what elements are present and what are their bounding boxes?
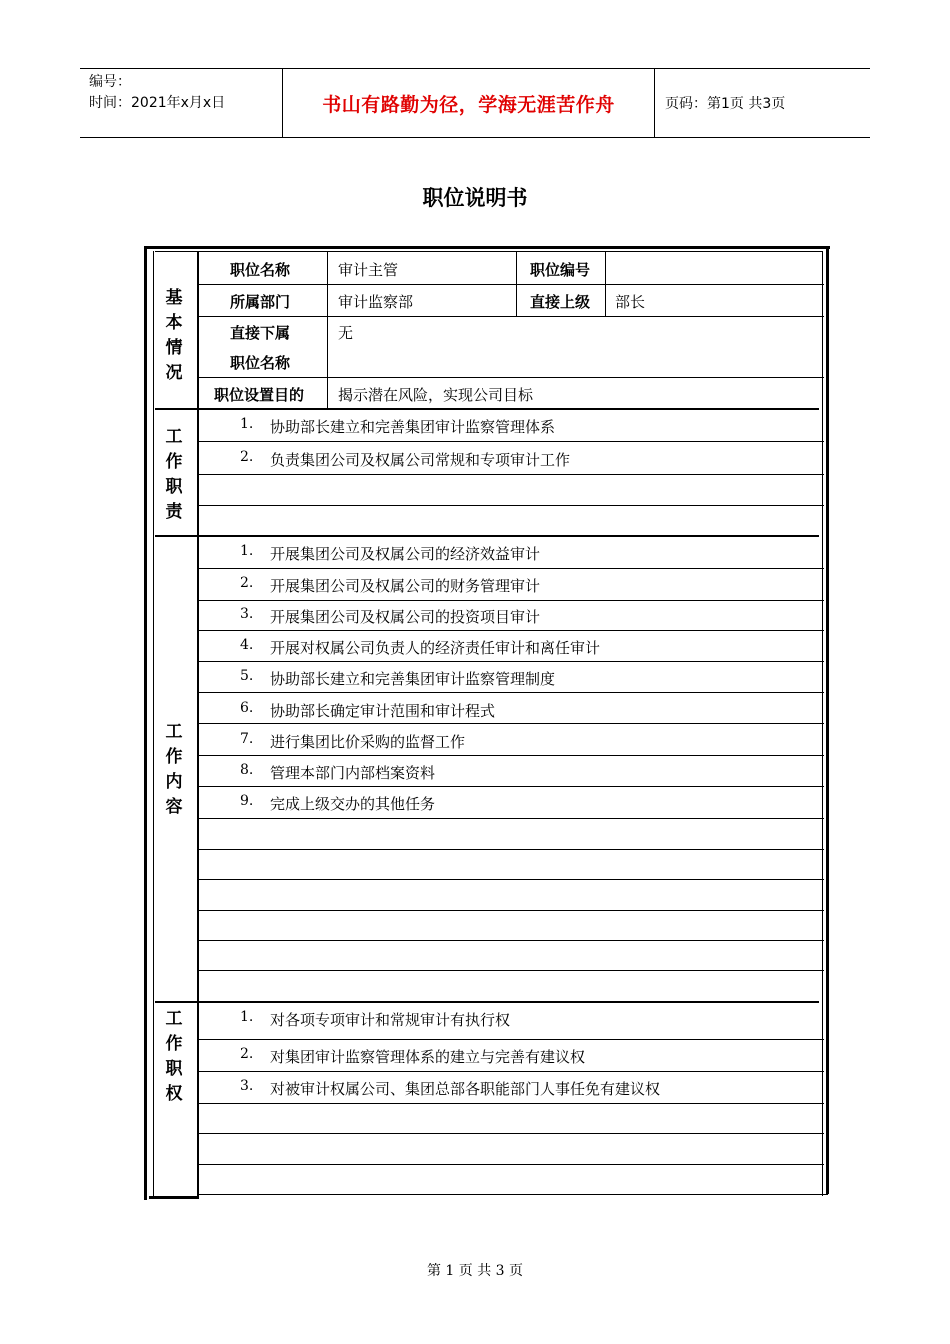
content-item: 4. 开展对权属公司负责人的经济责任审计和离任审计	[240, 637, 601, 657]
content-item: 9. 完成上级交办的其他任务	[240, 793, 436, 813]
page-header	[80, 68, 870, 138]
page-footer: 第 1 页 共 3 页	[426, 1263, 524, 1279]
position-name-value: 审计主管	[338, 261, 399, 279]
content-section-label: 工 作 内 容	[165, 722, 183, 817]
position-name-label: 职位名称	[230, 261, 291, 279]
authority-section-label: 工 作 职 权	[165, 1009, 183, 1104]
header-motto-cell	[282, 69, 655, 137]
number-label: 编号：	[89, 74, 131, 90]
duty-item: 1. 协助部长建立和完善集团审计监察管理体系	[240, 416, 556, 436]
document-title: 职位说明书	[422, 186, 528, 210]
supervisor-label: 直接上级	[530, 293, 591, 311]
position-code-label: 职位编号	[530, 261, 591, 279]
content-item: 6. 协助部长确定审计范围和审计程式	[240, 700, 496, 720]
content-item: 8. 管理本部门内部档案资料	[240, 762, 436, 782]
supervisor-value: 部长	[615, 293, 646, 311]
purpose-value: 揭示潜在风险，实现公司目标	[338, 386, 534, 404]
authority-item: 2. 对集团审计监察管理体系的建立与完善有建议权	[240, 1046, 586, 1066]
department-value: 审计监察部	[338, 293, 414, 311]
time-label: 时间：2021年x月x日	[89, 95, 226, 111]
authority-item: 3. 对被审计权属公司、集团总部各职能部门人事任免有建议权	[240, 1078, 661, 1098]
basic-section-label: 基 本 情 况	[165, 288, 183, 383]
purpose-label: 职位设置目的	[214, 386, 305, 404]
subordinate-label-2: 职位名称	[230, 354, 291, 372]
content-item: 5. 协助部长建立和完善集团审计监察管理制度	[240, 668, 556, 688]
content-item: 3. 开展集团公司及权属公司的投资项目审计	[240, 606, 541, 626]
content-item: 7. 进行集团比价采购的监督工作	[240, 731, 466, 751]
duties-section-label: 工 作 职 责	[165, 427, 183, 522]
content-item: 1. 开展集团公司及权属公司的经济效益审计	[240, 543, 541, 563]
subordinate-value: 无	[338, 324, 354, 342]
duty-item: 2. 负责集团公司及权属公司常规和专项审计工作	[240, 449, 571, 469]
content-item: 2. 开展集团公司及权属公司的财务管理审计	[240, 575, 541, 595]
subordinate-label-1: 直接下属	[230, 324, 291, 342]
authority-item: 1. 对各项专项审计和常规审计有执行权	[240, 1009, 511, 1029]
header-page-info: 页码：第1页 共3页	[665, 96, 786, 112]
header-motto: 书山有路勤为径，学海无涯苦作舟	[322, 93, 615, 116]
header-meta	[80, 69, 282, 137]
department-label: 所属部门	[230, 293, 291, 311]
